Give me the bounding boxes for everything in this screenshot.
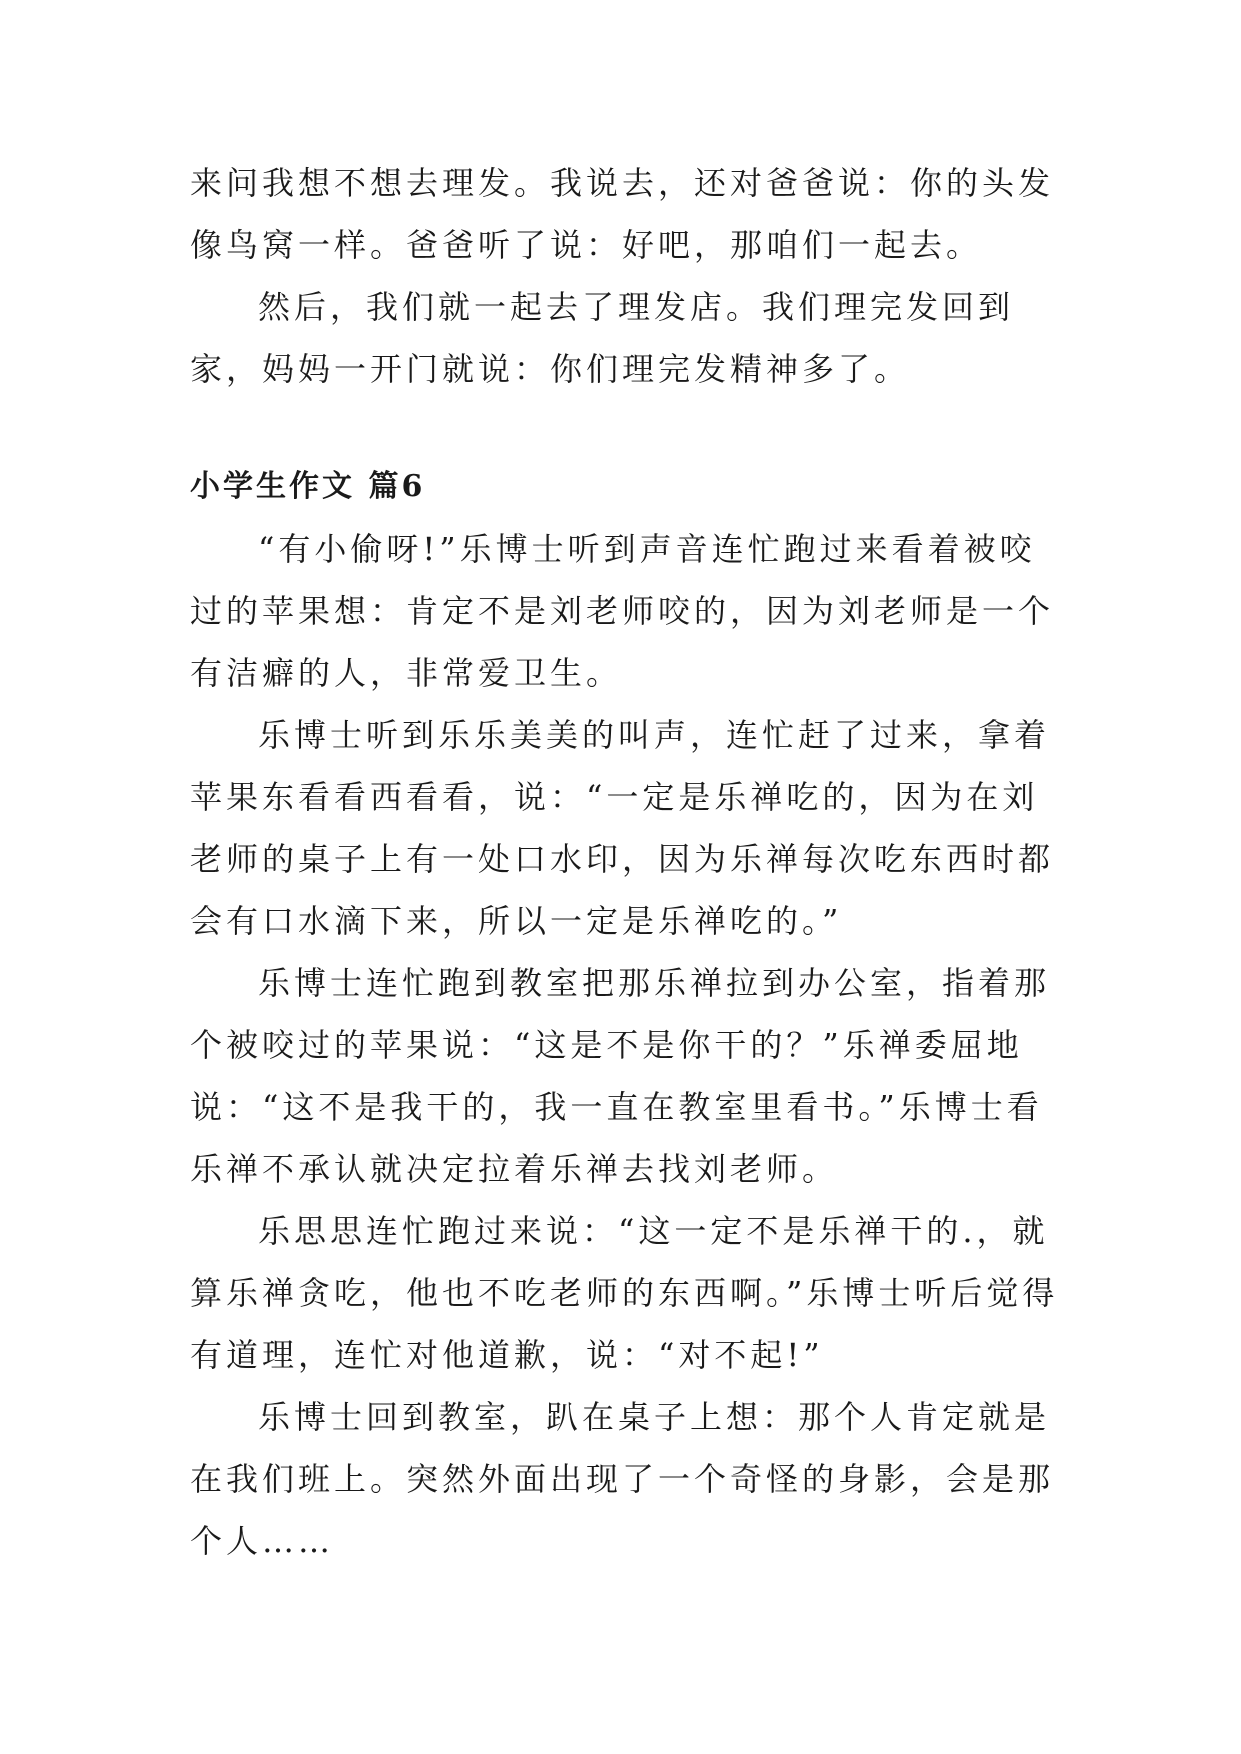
paragraph: 然后，我们就一起去了理发店。我们理完发回到家，妈妈一开门就说：你们理完发精神多了。	[190, 288, 1015, 388]
section-6	[190, 456, 1070, 1572]
paragraph: 乐思思连忙跑过来说：“这一定不是乐禅干的.，就算乐禅贪吃，他也不吃老师的东西啊。”乐博士听后觉得有道理，连忙对他道歉，说：“对不起!”	[190, 1212, 1059, 1374]
document-page	[190, 152, 1070, 1572]
previous-section	[190, 152, 1070, 400]
paragraph: 乐博士连忙跑到教室把那乐禅拉到办公室，指着那个被咬过的苹果说：“这是不是你干的？”乐禅委屈地说：“这不是我干的，我一直在教室里看书。”乐博士看乐禅不承认就决定拉着乐禅去找刘老师。	[190, 964, 1051, 1188]
paragraph: 乐博士回到教室，趴在桌子上想：那个人肯定就是在我们班上。突然外面出现了一个奇怪的身影，会是那个人……	[190, 1398, 1055, 1560]
section-title: 小学生作文 篇6	[190, 469, 426, 504]
paragraph: 来问我想不想去理发。我说去，还对爸爸说：你的头发像鸟窝一样。爸爸听了说：好吧，那咱们一起去。	[190, 164, 1055, 264]
paragraph: “有小偷呀!”乐博士听到声音连忙跑过来看着被咬过的苹果想：肯定不是刘老师咬的，因为刘老师是一个有洁癖的人，非常爱卫生。	[190, 530, 1055, 692]
paragraph: 乐博士听到乐乐美美的叫声，连忙赶了过来，拿着苹果东看看西看看，说：“一定是乐禅吃的，因为在刘老师的桌子上有一处口水印，因为乐禅每次吃东西时都会有口水滴下来，所以一定是乐禅吃的。”	[190, 716, 1055, 940]
